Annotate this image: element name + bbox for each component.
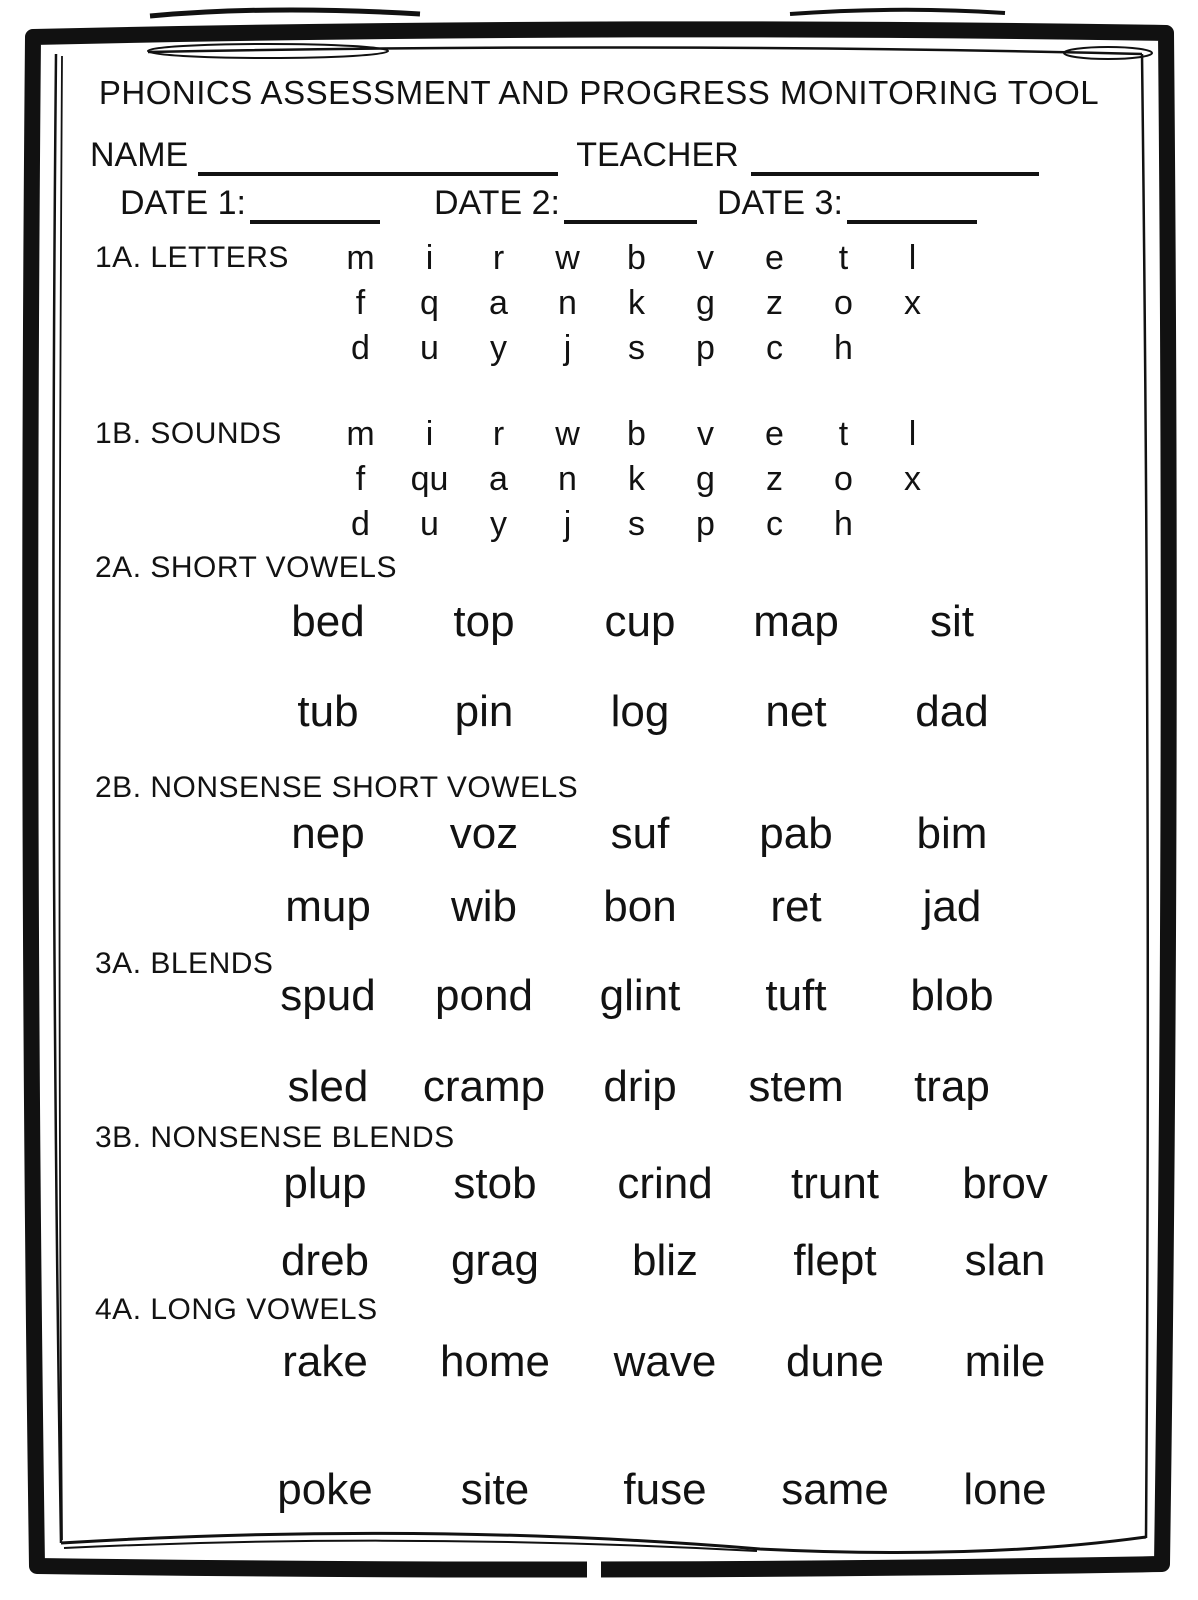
letter-cell: s bbox=[628, 505, 645, 543]
letter-cell: t bbox=[838, 239, 849, 277]
word-cell: dreb bbox=[280, 1236, 370, 1285]
letter-cell: u bbox=[420, 505, 439, 543]
word-cell: stob bbox=[453, 1159, 537, 1208]
letter-cell: p bbox=[696, 505, 715, 543]
word-cell: ret bbox=[770, 882, 822, 931]
word-cell: pin bbox=[454, 687, 514, 736]
letter-cell: z bbox=[766, 460, 783, 498]
date-2-label: DATE 2: bbox=[433, 184, 560, 222]
section-label-3a: 3A. BLENDS bbox=[95, 947, 274, 980]
word-cell: wave bbox=[613, 1337, 717, 1386]
word-row-2b-2 bbox=[250, 883, 1030, 931]
word-row-2a-2 bbox=[250, 688, 1030, 736]
date-3-label: DATE 3: bbox=[716, 184, 843, 222]
word-cell: stem bbox=[748, 1062, 844, 1111]
name-blank-line bbox=[198, 136, 558, 176]
letter-cell: b bbox=[627, 239, 646, 277]
word-cell: pond bbox=[435, 971, 533, 1020]
sounds-grid-1b bbox=[326, 412, 947, 547]
word-cell: slan bbox=[964, 1236, 1046, 1285]
word-cell: mup bbox=[285, 882, 371, 931]
word-row-2b-1 bbox=[250, 810, 1030, 858]
letter-cell: h bbox=[834, 505, 853, 543]
letter-row bbox=[326, 281, 947, 326]
word-cell: wib bbox=[450, 882, 518, 931]
word-cell: bed bbox=[291, 597, 365, 646]
letter-cell: x bbox=[904, 460, 921, 498]
letter-cell: i bbox=[425, 239, 434, 277]
word-cell: map bbox=[753, 597, 839, 646]
letter-cell: y bbox=[490, 329, 507, 367]
letter-cell: z bbox=[766, 284, 783, 322]
teacher-label: TEACHER bbox=[576, 136, 739, 174]
letter-cell: k bbox=[628, 284, 645, 322]
letter-cell: j bbox=[563, 505, 572, 543]
word-cell: same bbox=[781, 1465, 889, 1514]
word-cell: voz bbox=[449, 809, 519, 858]
word-cell: pab bbox=[759, 809, 833, 858]
word-cell: home bbox=[439, 1337, 551, 1386]
letter-cell: h bbox=[834, 329, 853, 367]
letter-row bbox=[326, 457, 947, 502]
letter-cell: a bbox=[489, 460, 508, 498]
section-label-4a: 4A. LONG VOWELS bbox=[95, 1293, 378, 1326]
teacher-blank-line bbox=[751, 136, 1039, 176]
word-cell: crind bbox=[617, 1159, 713, 1208]
letter-cell: k bbox=[628, 460, 645, 498]
letter-cell: n bbox=[558, 460, 577, 498]
word-cell: suf bbox=[610, 809, 670, 858]
letter-cell: v bbox=[697, 415, 714, 453]
letter-cell: g bbox=[696, 284, 715, 322]
word-cell: sled bbox=[287, 1062, 369, 1111]
word-cell: fuse bbox=[623, 1465, 707, 1514]
word-row-3b-1 bbox=[240, 1160, 1090, 1208]
letter-row bbox=[326, 236, 947, 281]
letter-cell: a bbox=[489, 284, 508, 322]
word-cell: log bbox=[610, 687, 670, 736]
section-label-2a: 2A. SHORT VOWELS bbox=[95, 551, 397, 584]
word-cell: grag bbox=[450, 1236, 540, 1285]
letter-cell: t bbox=[838, 415, 849, 453]
letter-row bbox=[326, 502, 947, 547]
section-label-2b: 2B. NONSENSE SHORT VOWELS bbox=[95, 771, 579, 804]
letter-cell: qu bbox=[410, 460, 449, 498]
letter-cell: r bbox=[492, 415, 505, 453]
word-cell: tuft bbox=[765, 971, 827, 1020]
word-cell: cup bbox=[604, 597, 676, 646]
word-cell: glint bbox=[599, 971, 681, 1020]
letter-cell: v bbox=[697, 239, 714, 277]
word-cell: poke bbox=[277, 1465, 373, 1514]
word-cell: net bbox=[765, 687, 827, 736]
word-cell: jad bbox=[922, 882, 982, 931]
letter-row bbox=[326, 326, 947, 371]
letter-cell: f bbox=[355, 284, 366, 322]
letter-cell: d bbox=[351, 329, 370, 367]
name-teacher-row bbox=[90, 134, 1039, 176]
word-row-3a-2 bbox=[250, 1063, 1030, 1111]
letters-grid-1a bbox=[326, 236, 947, 371]
letter-cell: o bbox=[834, 460, 853, 498]
word-cell: plup bbox=[283, 1159, 367, 1208]
name-label: NAME bbox=[90, 136, 189, 174]
letter-cell: x bbox=[904, 284, 921, 322]
word-cell: bim bbox=[916, 809, 988, 858]
word-row-2a-1 bbox=[250, 598, 1030, 646]
word-cell: mile bbox=[964, 1337, 1046, 1386]
letter-cell: m bbox=[346, 239, 375, 277]
word-cell: trunt bbox=[790, 1159, 880, 1208]
date-1-label: DATE 1: bbox=[120, 184, 246, 222]
letter-row bbox=[326, 412, 947, 457]
section-label-1a: 1A. LETTERS bbox=[95, 241, 289, 274]
word-cell: top bbox=[453, 597, 515, 646]
date-2-blank-line bbox=[564, 184, 697, 224]
letter-cell: c bbox=[766, 329, 783, 367]
word-cell: lone bbox=[963, 1465, 1047, 1514]
word-cell: site bbox=[460, 1465, 530, 1514]
date-1-blank-line bbox=[250, 184, 380, 224]
letter-cell: d bbox=[351, 505, 370, 543]
date-3-blank-line bbox=[847, 184, 977, 224]
letter-cell: o bbox=[834, 284, 853, 322]
word-cell: tub bbox=[297, 687, 359, 736]
section-label-3b: 3B. NONSENSE BLENDS bbox=[95, 1121, 455, 1154]
letter-cell: b bbox=[627, 415, 646, 453]
letter-cell: y bbox=[490, 505, 507, 543]
word-cell: bliz bbox=[631, 1236, 699, 1285]
word-cell: trap bbox=[914, 1062, 990, 1111]
word-cell: brov bbox=[962, 1159, 1048, 1208]
letter-cell: e bbox=[765, 415, 784, 453]
dates-row bbox=[120, 182, 977, 224]
letter-cell: n bbox=[558, 284, 577, 322]
letter-cell: w bbox=[555, 415, 580, 453]
word-cell: sit bbox=[930, 597, 974, 646]
word-cell: bon bbox=[603, 882, 677, 931]
letter-cell: r bbox=[492, 239, 505, 277]
word-row-3b-2 bbox=[240, 1237, 1090, 1285]
word-row-3a-1 bbox=[250, 972, 1030, 1020]
word-row-4a-1 bbox=[240, 1338, 1090, 1386]
word-cell: dune bbox=[786, 1337, 884, 1386]
letter-cell: q bbox=[420, 284, 439, 322]
word-cell: blob bbox=[910, 971, 994, 1020]
letter-cell: l bbox=[908, 239, 917, 277]
word-cell: rake bbox=[282, 1337, 368, 1386]
letter-cell: e bbox=[765, 239, 784, 277]
section-label-1b: 1B. SOUNDS bbox=[95, 417, 282, 450]
word-cell: dad bbox=[915, 687, 989, 736]
word-cell: cramp bbox=[422, 1062, 546, 1111]
letter-cell: l bbox=[908, 415, 917, 453]
letter-cell: s bbox=[628, 329, 645, 367]
letter-cell: c bbox=[766, 505, 783, 543]
letter-cell: p bbox=[696, 329, 715, 367]
word-cell: flept bbox=[793, 1236, 877, 1285]
word-cell: spud bbox=[280, 971, 376, 1020]
word-row-4a-2 bbox=[240, 1466, 1090, 1514]
letter-cell: i bbox=[425, 415, 434, 453]
letter-cell: g bbox=[696, 460, 715, 498]
letter-cell: u bbox=[420, 329, 439, 367]
word-cell: drip bbox=[603, 1062, 677, 1111]
word-cell: nep bbox=[291, 809, 365, 858]
letter-cell: w bbox=[555, 239, 580, 277]
letter-cell: m bbox=[346, 415, 375, 453]
letter-cell: j bbox=[563, 329, 572, 367]
letter-cell: f bbox=[355, 460, 366, 498]
page-title: PHONICS ASSESSMENT AND PROGRESS MONITORING TOOL bbox=[98, 74, 1100, 111]
